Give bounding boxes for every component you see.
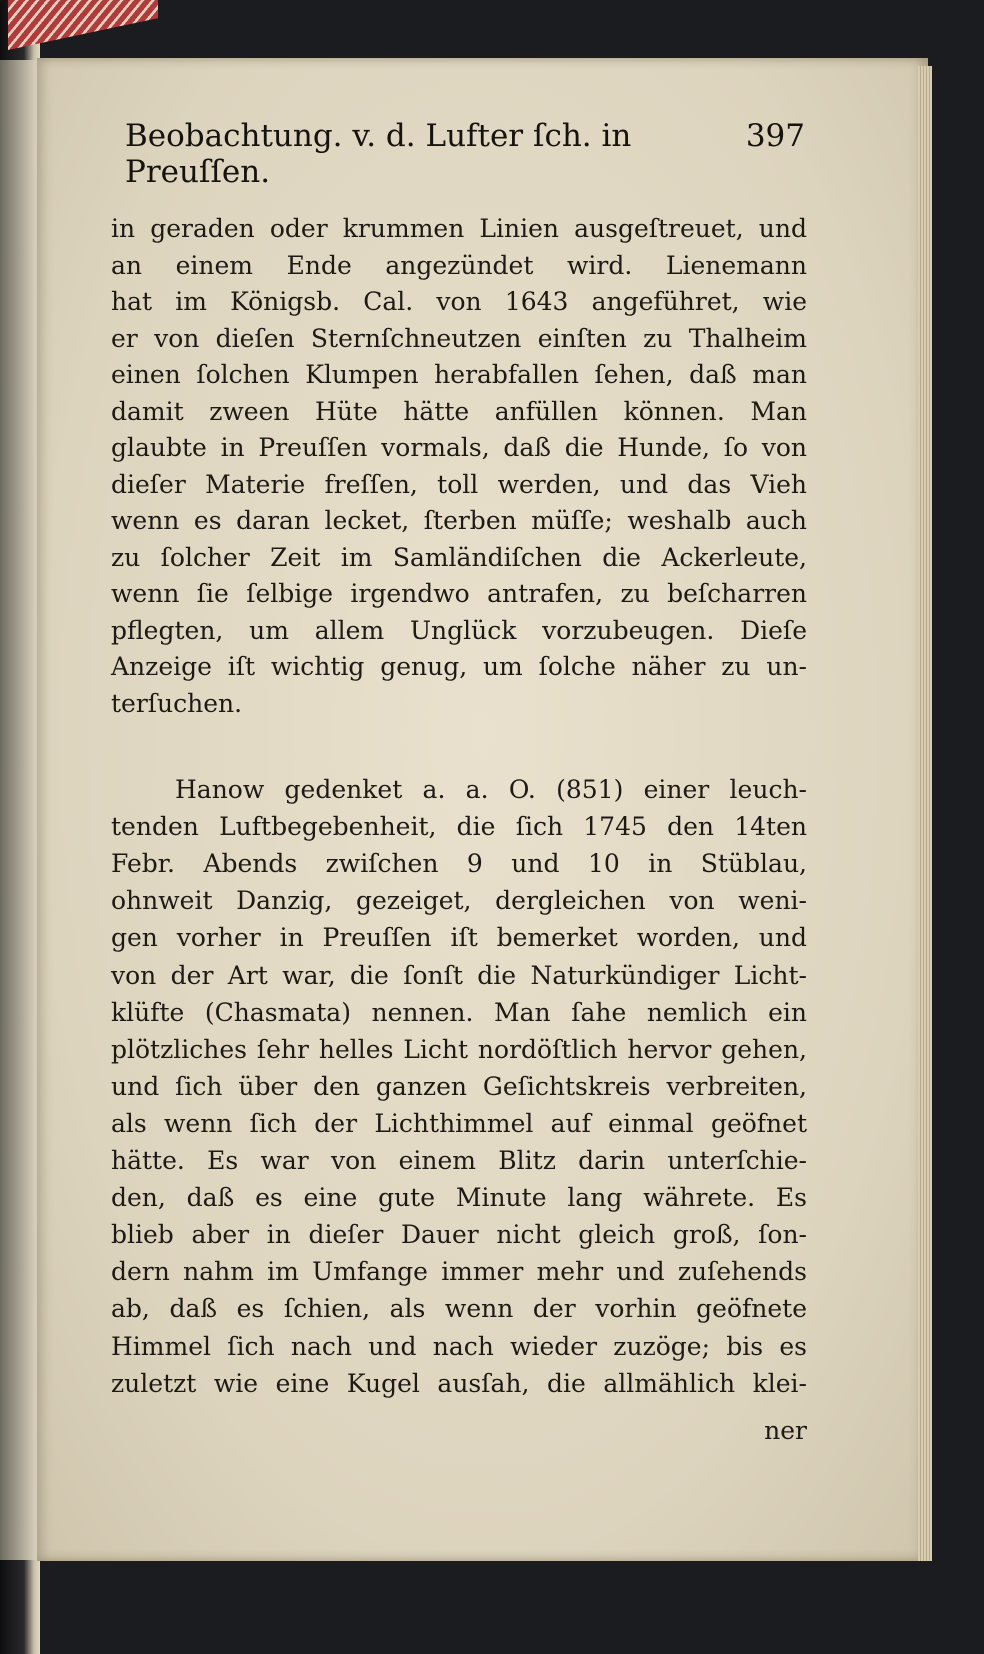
text-line: Anzeige iſt wichtig genug, um ſolche näher zu un-: [111, 652, 807, 681]
text-line: damit zween Hüte hätte anfüllen können. Man: [111, 396, 807, 426]
text-line: glaubte in Preuſſen vormals, daß die Hunde, ſo von: [111, 433, 807, 462]
text-line: den, daß es eine gute Minute lang währete. Es: [111, 1183, 807, 1213]
text-line: blieb aber in dieſer Dauer nicht gleich groß, ſon-: [111, 1220, 807, 1250]
running-header: [125, 118, 805, 190]
text-line: er von dieſen Sternſchneutzen einſten zu Thalheim: [111, 323, 807, 353]
text-line: Hanow gedenket a. a. O. (851) einer leuch-: [175, 775, 807, 804]
text-line: gen vorher in Preuſſen iſt bemerket worden, und: [111, 923, 807, 953]
text-line: zuletzt wie eine Kugel ausſah, die allmählich klei-: [111, 1368, 807, 1398]
text-line: ohnweit Danzig, gezeiget, dergleichen von weni-: [111, 886, 807, 916]
text-line: ab, daß es ſchien, als wenn der vorhin geöfnete: [111, 1294, 807, 1324]
text-line: plötzliches ſehr helles Licht nordöſtlich hervor gehen,: [111, 1034, 807, 1064]
text-line: wenn ſie ſelbige irgendwo antrafen, zu beſcharren: [111, 579, 807, 608]
text-line: von der Art war, die ſonſt die Naturkündiger Licht-: [111, 960, 807, 990]
page-stack-edge: [918, 66, 932, 1561]
bookmark-ribbon: [8, 0, 158, 50]
text-line: als wenn ſich der Lichthimmel auf einmal geöfnet: [111, 1108, 807, 1138]
text-line: terſuchen.: [111, 688, 243, 718]
page-number: 397: [745, 118, 805, 154]
text-line: dieſer Materie freſſen, toll werden, und das Vieh: [111, 469, 807, 499]
text-line: einen ſolchen Klumpen herabfallen ſehen, daß man: [111, 360, 807, 389]
text-line: und ſich über den ganzen Geſichtskreis verbreiten,: [111, 1071, 807, 1101]
text-line: klüfte (Chasmata) nennen. Man ſahe nemlich ein: [111, 997, 807, 1027]
text-line: Febr. Abends zwiſchen 9 und 10 in Stüblau,: [111, 849, 807, 879]
text-line: wenn es daran lecket, ſterben müſſe; weshalb auch: [111, 506, 807, 535]
text-line: zu ſolcher Zeit im Samländiſchen die Ackerleute,: [111, 542, 807, 572]
text-line: in geraden oder krummen Linien ausgeſtreuet, und: [111, 214, 807, 243]
text-line: dern nahm im Umfange immer mehr und zuſehends: [111, 1257, 807, 1287]
facing-page-edge: [0, 60, 36, 1560]
catchword: ner: [764, 1416, 807, 1445]
text-line: hätte. Es war von einem Blitz darin unterſchie-: [111, 1146, 807, 1175]
text-line: tenden Luftbegebenheit, die ſich 1745 den 14ten: [111, 812, 807, 842]
text-line: hat im Königsb. Cal. von 1643 angeführet, wie: [111, 287, 807, 316]
running-title: Beobachtung. v. d. Lufter ſch. in Preuſſen.: [125, 118, 632, 190]
text-line: Himmel ſich nach und nach wieder zuzöge; bis es: [111, 1331, 807, 1361]
text-line: an einem Ende angezündet wird. Lienemann: [111, 250, 807, 280]
text-line: pflegten, um allem Unglück vorzubeugen. Dieſe: [111, 615, 807, 645]
